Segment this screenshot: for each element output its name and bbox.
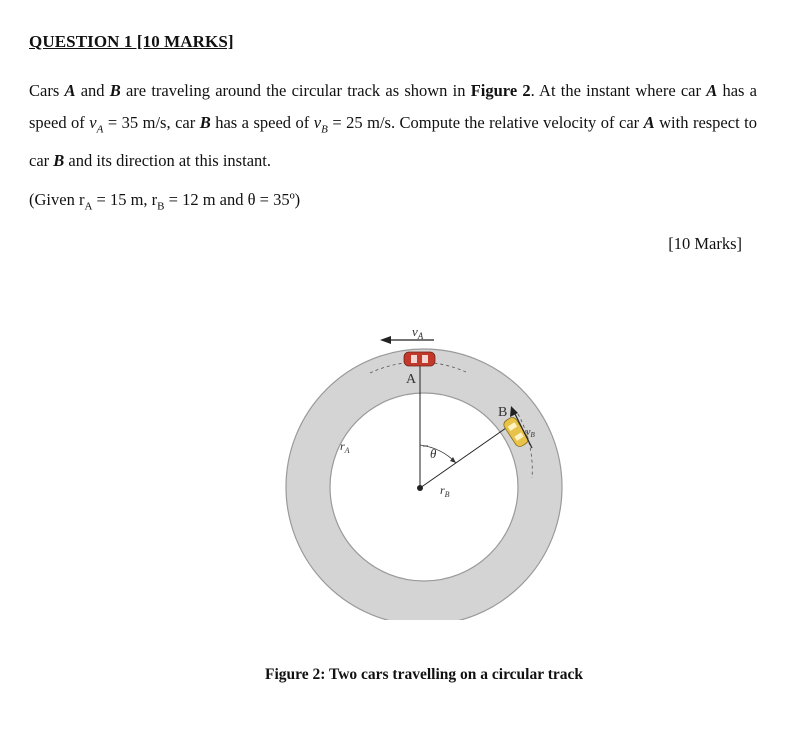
given-values: (Given $r_A = 15$ m, $r_B = 12$ m and θ = 35º) xyxy=(29,190,301,213)
question-heading: QUESTION 1 [10 MARKS] xyxy=(29,32,234,51)
center-point xyxy=(417,485,423,491)
circular-track-figure xyxy=(270,310,580,620)
label-b: B xyxy=(498,405,508,420)
label-rb: $r_B$ xyxy=(440,483,450,499)
track-inner-edge xyxy=(330,393,518,581)
marks-label: [10 Marks] xyxy=(668,234,742,253)
label-ra: $r_A$ xyxy=(340,439,350,455)
label-theta: θ xyxy=(430,446,437,461)
label-a: A xyxy=(406,372,417,387)
figure-caption: Figure 2: Two cars travelling on a circular track xyxy=(265,666,583,683)
label-vb: $v_B$ xyxy=(526,427,535,439)
velocity-a-arrowhead xyxy=(380,336,391,344)
label-va: $v_A$ xyxy=(412,324,424,341)
problem-statement: Cars A and B are traveling around the circular track as shown in Figure 2. At the instant where car A has a speed of $v_A = 35$ m/s, car B has a speed of $v_B = 25$ m/s. Compute the relative velocity of car A with respect to car B and its direction at this instant. xyxy=(29,81,757,171)
car-a xyxy=(404,352,435,366)
